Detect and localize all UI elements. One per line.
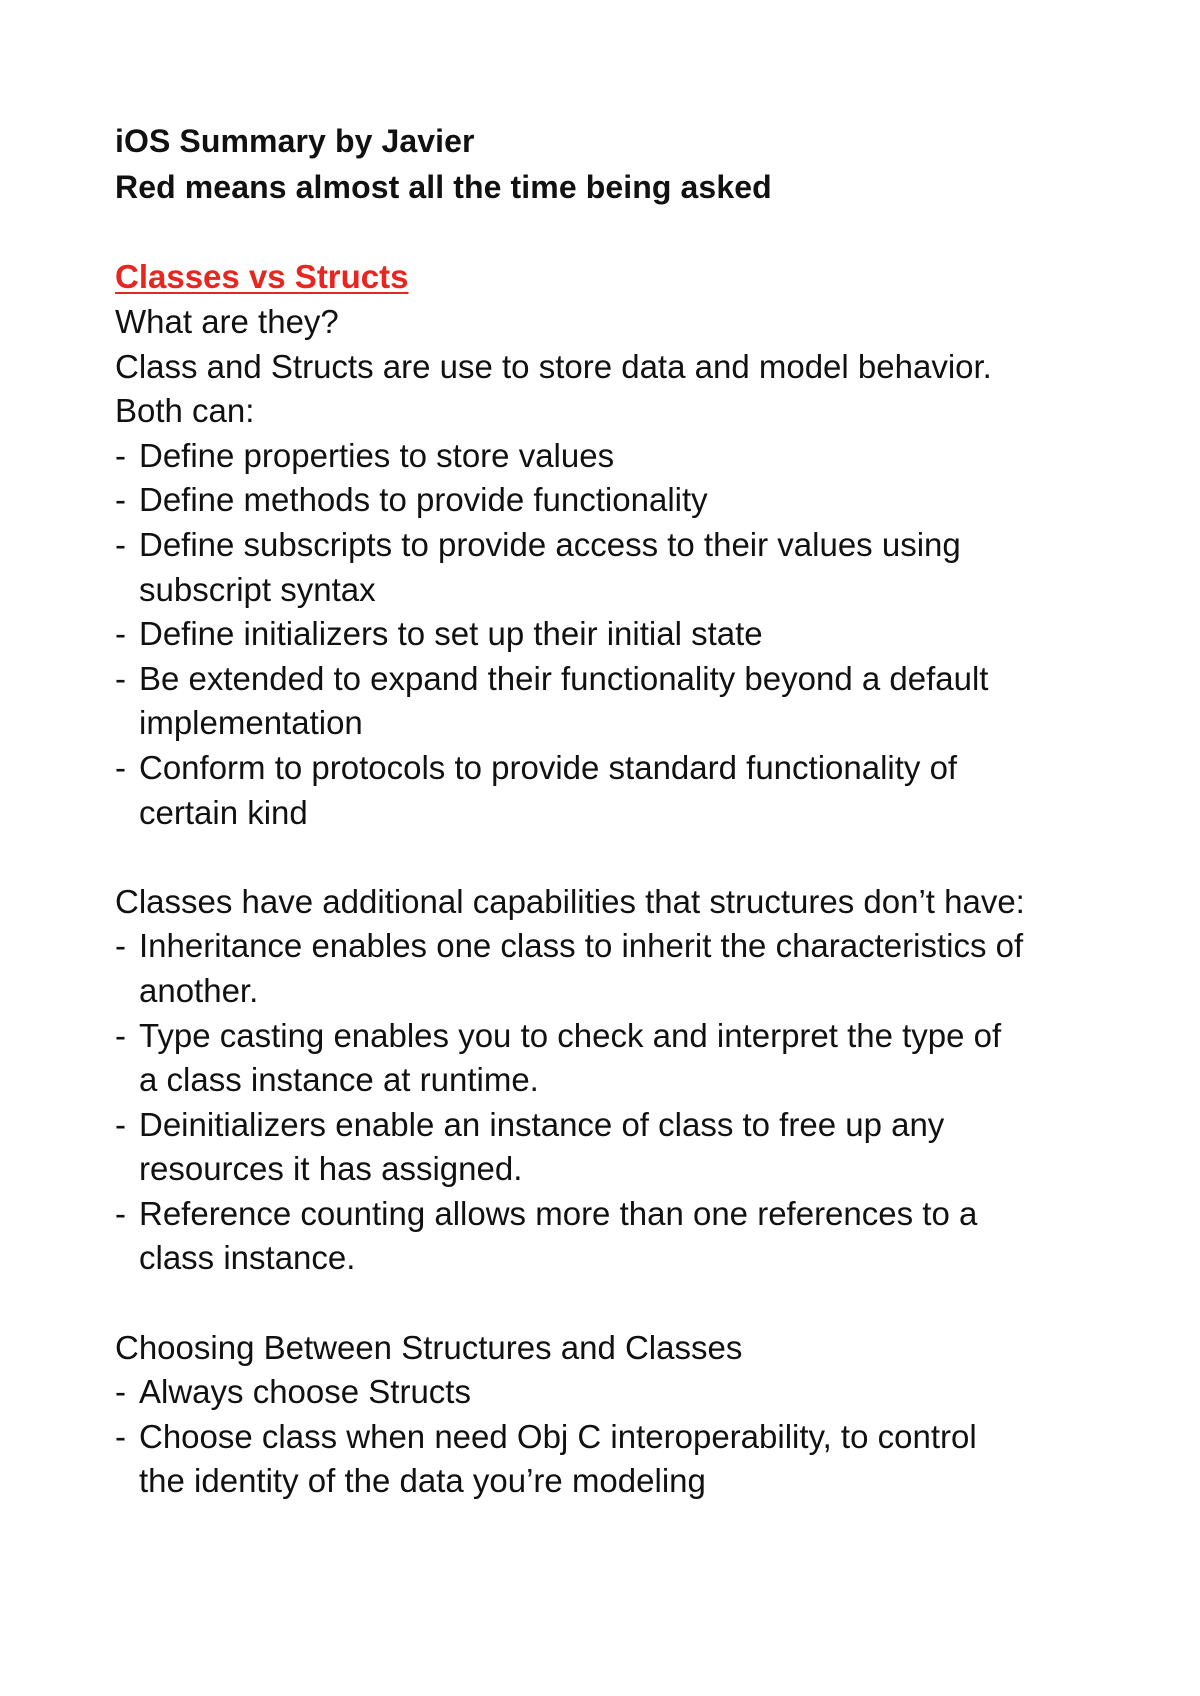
class-capabilities-list (115, 924, 1115, 1281)
both-can-label: Both can: (115, 392, 255, 430)
list-item: - Define initializers to set up their initial state (115, 612, 1115, 657)
document-page (115, 118, 1115, 1504)
section-heading: Classes vs Structs (115, 258, 409, 295)
both-can-list (115, 434, 1115, 835)
list-item: - Inheritance enables one class to inherit the characteristics of another. (115, 924, 1115, 1013)
list-item: - Define subscripts to provide access to their values using subscript syntax (115, 523, 1115, 612)
choosing-list (115, 1370, 1115, 1504)
list-item: - Always choose Structs (115, 1370, 1115, 1415)
choosing-heading: Choosing Between Structures and Classes (115, 1328, 743, 1366)
question-text: What are they? (115, 303, 339, 340)
list-item: - Choose class when need Obj C interoperability, to control the identity of the data you’re modeling (115, 1415, 1115, 1504)
list-item: - Deinitializers enable an instance of class to free up any resources it has assigned. (115, 1103, 1115, 1192)
list-item: - Define properties to store values (115, 434, 1115, 479)
list-item: - Type casting enables you to check and interpret the type of a class instance at runtime. (115, 1014, 1115, 1103)
list-item: - Conform to protocols to provide standard functionality of certain kind (115, 746, 1115, 835)
intro-text: Class and Structs are use to store data and model behavior. (115, 347, 992, 385)
document-title: iOS Summary by Javier (115, 123, 475, 159)
list-item: - Be extended to expand their functionality beyond a default implementation (115, 657, 1115, 746)
list-item: - Define methods to provide functionality (115, 478, 1115, 523)
list-item: - Reference counting allows more than one references to a class instance. (115, 1192, 1115, 1281)
document-subtitle: Red means almost all the time being asked (115, 169, 772, 205)
classes-intro-text: Classes have additional capabilities that structures don’t have: (115, 882, 1025, 920)
